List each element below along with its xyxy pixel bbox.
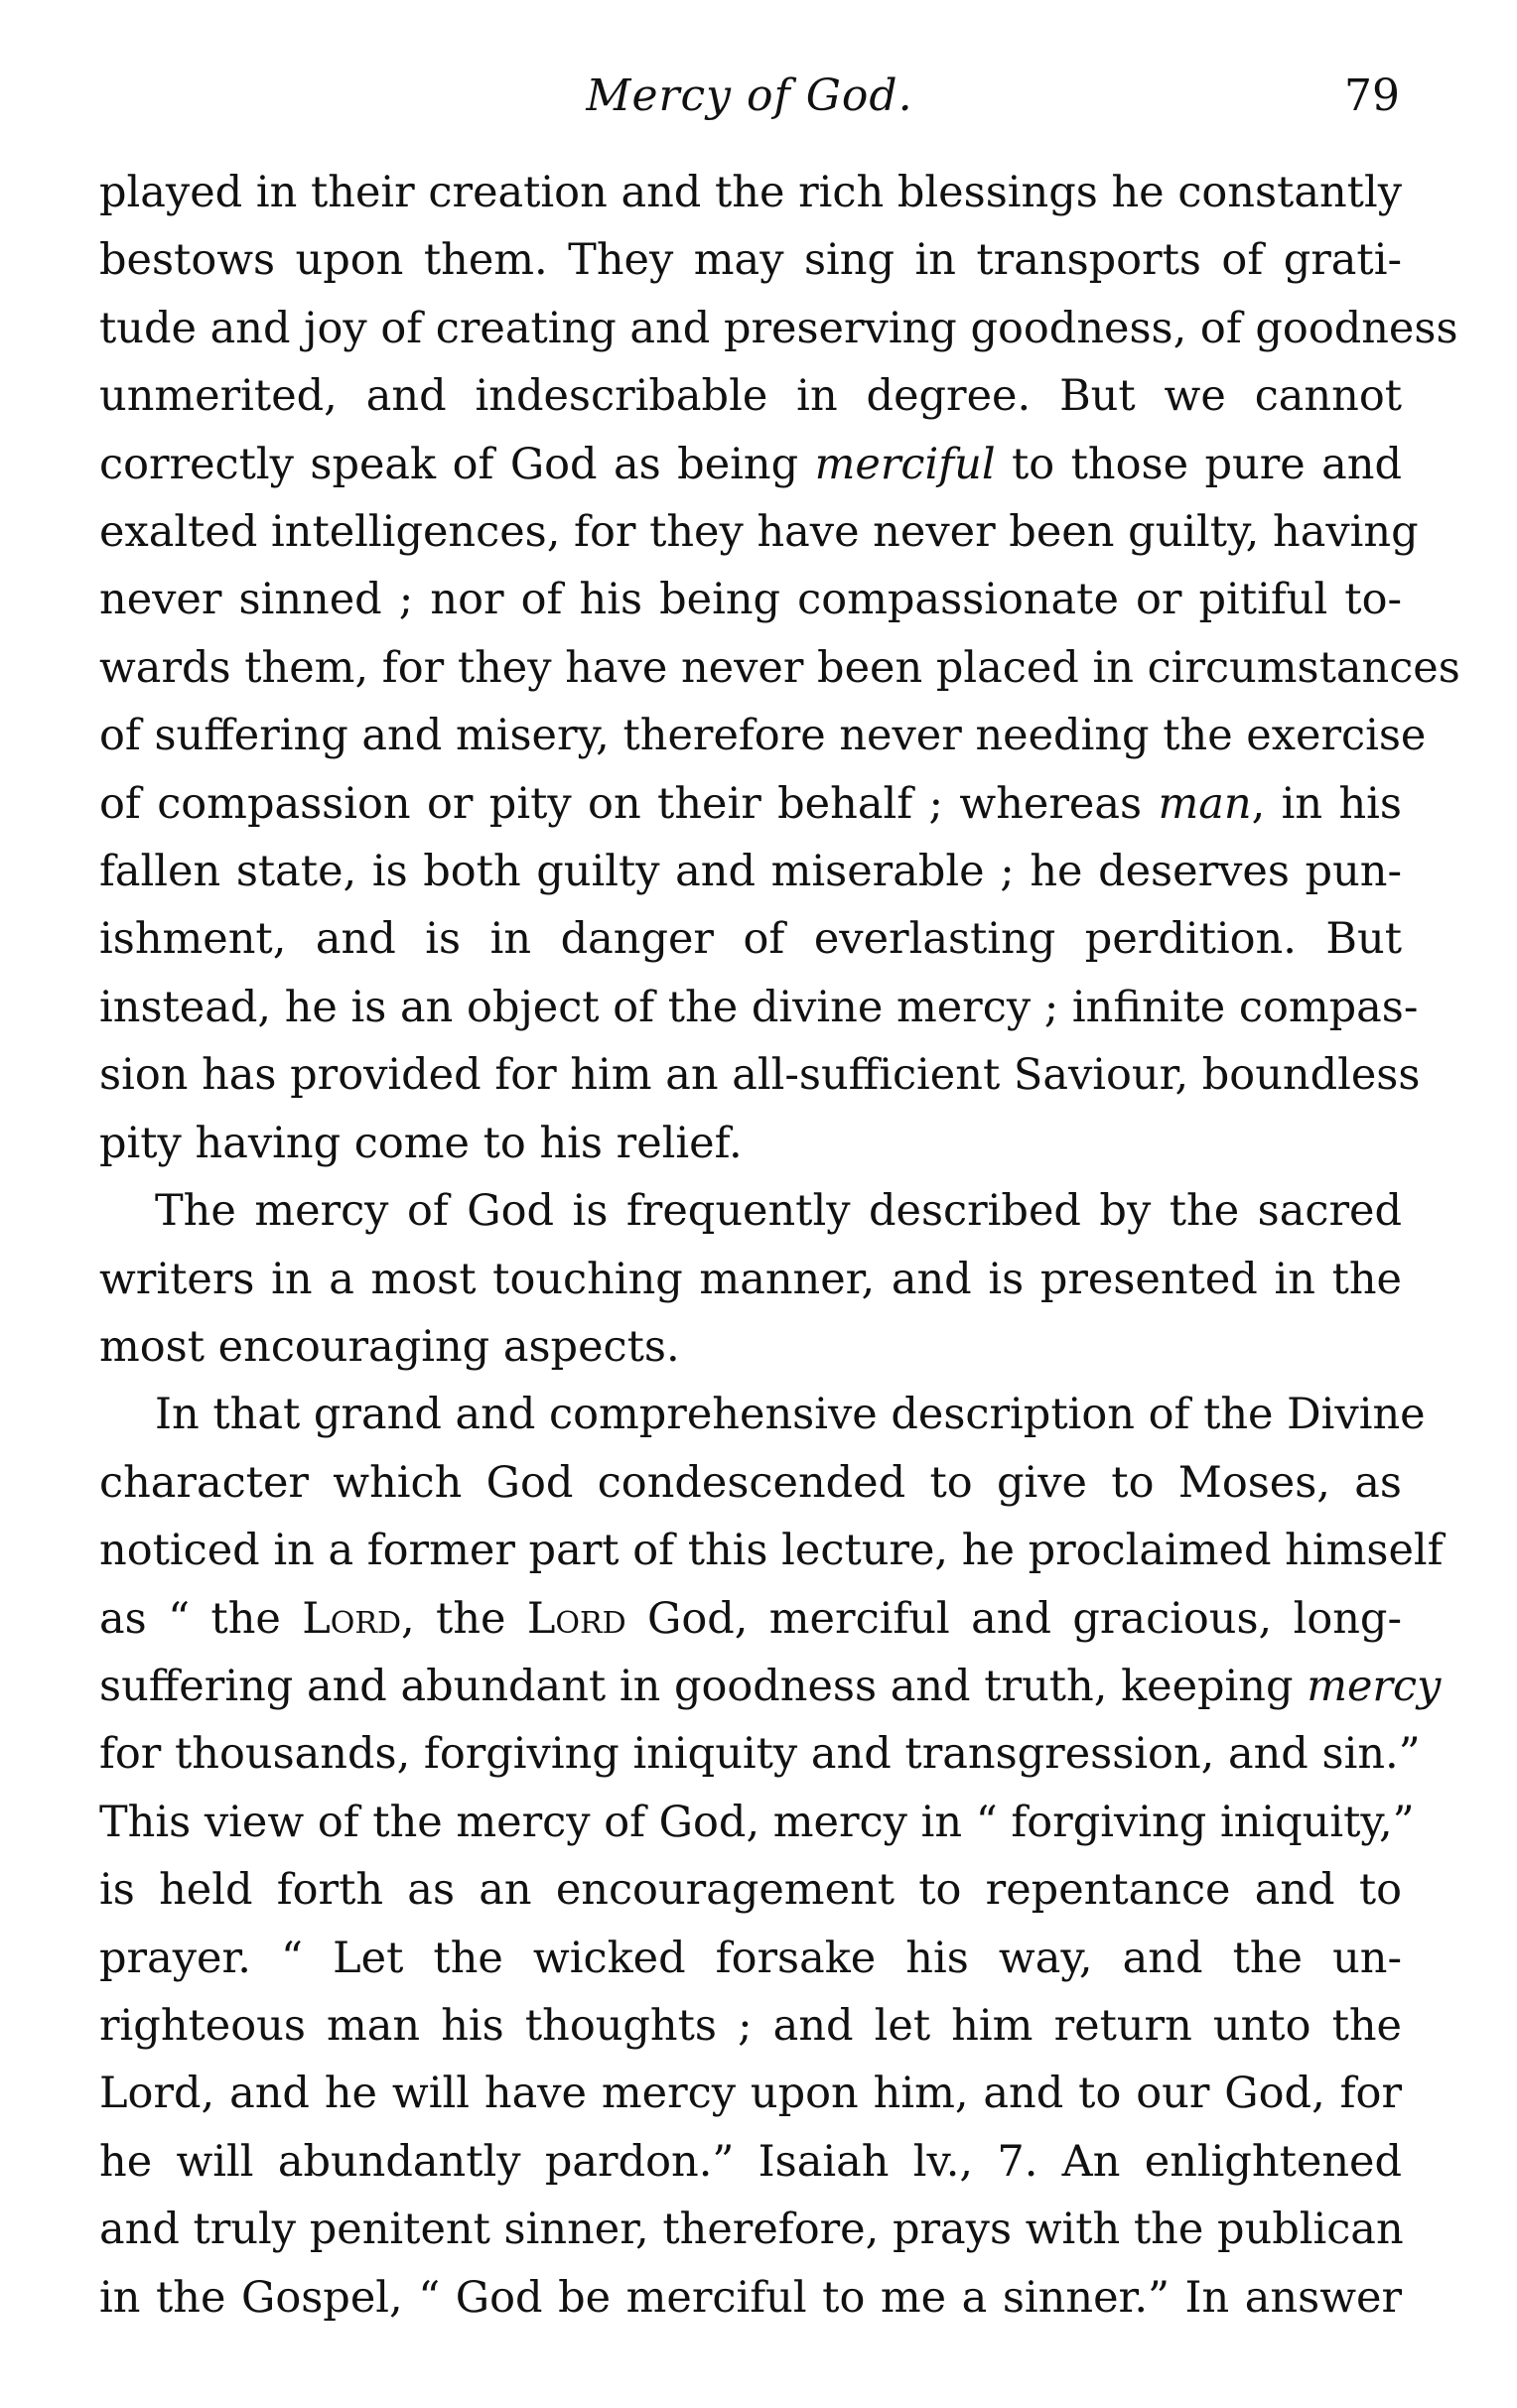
emphasis-word: man (1158, 778, 1252, 829)
text-line: writers in a most touching manner, and is presented in the (99, 1254, 1402, 1304)
small-caps-word: Lord (526, 1593, 626, 1644)
text-line: played in their creation and the rich blessings he constantly (99, 168, 1402, 217)
text-line: Lord, and he will have mercy upon him, and to our God, for (99, 2069, 1402, 2119)
text-line: pity having come to his relief. (99, 1118, 743, 1168)
text-line: unmerited, and indescribable in degree. But we cannot (99, 371, 1402, 422)
text-line: as “ the Lord, the Lord God, merciful and gracious, long- (99, 1593, 1402, 1644)
text-line: sion has provided for him an all-sufficient Saviour, boundless (99, 1050, 1421, 1101)
text-line: noticed in a former part of this lecture, he proclaimed himself (99, 1526, 1444, 1576)
emphasis-word: mercy (1307, 1661, 1442, 1711)
text-line: character which God condescended to give to Moses, as (99, 1457, 1402, 1508)
text-line: of suffering and misery, therefore never needing the exercise (99, 711, 1427, 761)
text-line: correctly speak of God as being merciful to those pure and (99, 439, 1402, 489)
text-line: for thousands, forgiving iniquity and transgression, and sin.” (99, 1729, 1421, 1780)
page-number: 79 (1344, 70, 1400, 121)
text-line: This view of the mercy of God, mercy in “ forgiving iniquity,” (99, 1797, 1415, 1847)
text-line: is held forth as an encouragement to repentance and to (99, 1865, 1402, 1916)
text-line: in the Gospel, “ God be merciful to me a sinner.” In answer (99, 2272, 1402, 2323)
text-line: of compassion or pity on their behalf ; whereas man, in his (99, 778, 1402, 829)
text-line: and truly penitent sinner, therefore, prays with the publican (99, 2205, 1404, 2255)
emphasis-word: merciful (814, 439, 996, 489)
text-line: exalted intelligences, for they have never been guilty, having (99, 507, 1419, 558)
text-line: prayer. “ Let the wicked forsake his way, and the un- (99, 1933, 1402, 1983)
text-line: fallen state, is both guilty and miserable ; he deserves pun- (99, 847, 1402, 897)
text-line: most encouraging aspects. (99, 1321, 680, 1372)
text-line: suffering and abundant in goodness and truth, keeping mercy (99, 1661, 1442, 1711)
body-text (99, 159, 1460, 2332)
text-line: ishment, and is in danger of everlasting perdition. But (99, 914, 1402, 965)
running-head (99, 62, 1400, 131)
paragraph-first-line: The mercy of God is frequently described by the sacred (155, 1186, 1402, 1237)
text-line: wards them, for they have never been placed in circumstances (99, 642, 1460, 693)
text-line: instead, he is an object of the divine mercy ; infinite compas- (99, 982, 1419, 1032)
text-line: righteous man his thoughts ; and let him return unto the (99, 2000, 1402, 2051)
paragraph-first-line: In that grand and comprehensive description of the Divine (155, 1390, 1426, 1440)
text-line: bestows upon them. They may sing in transports of grati- (99, 235, 1402, 286)
text-line: tude and joy of creating and preserving goodness, of goodness (99, 303, 1458, 353)
text-line: never sinned ; nor of his being compassionate or pitiful to- (99, 575, 1402, 625)
running-title: Mercy of God. (586, 70, 913, 121)
text-line: he will abundantly pardon.” Isaiah lv., 7. An enlightened (99, 2136, 1402, 2187)
small-caps-word: Lord (302, 1593, 401, 1644)
